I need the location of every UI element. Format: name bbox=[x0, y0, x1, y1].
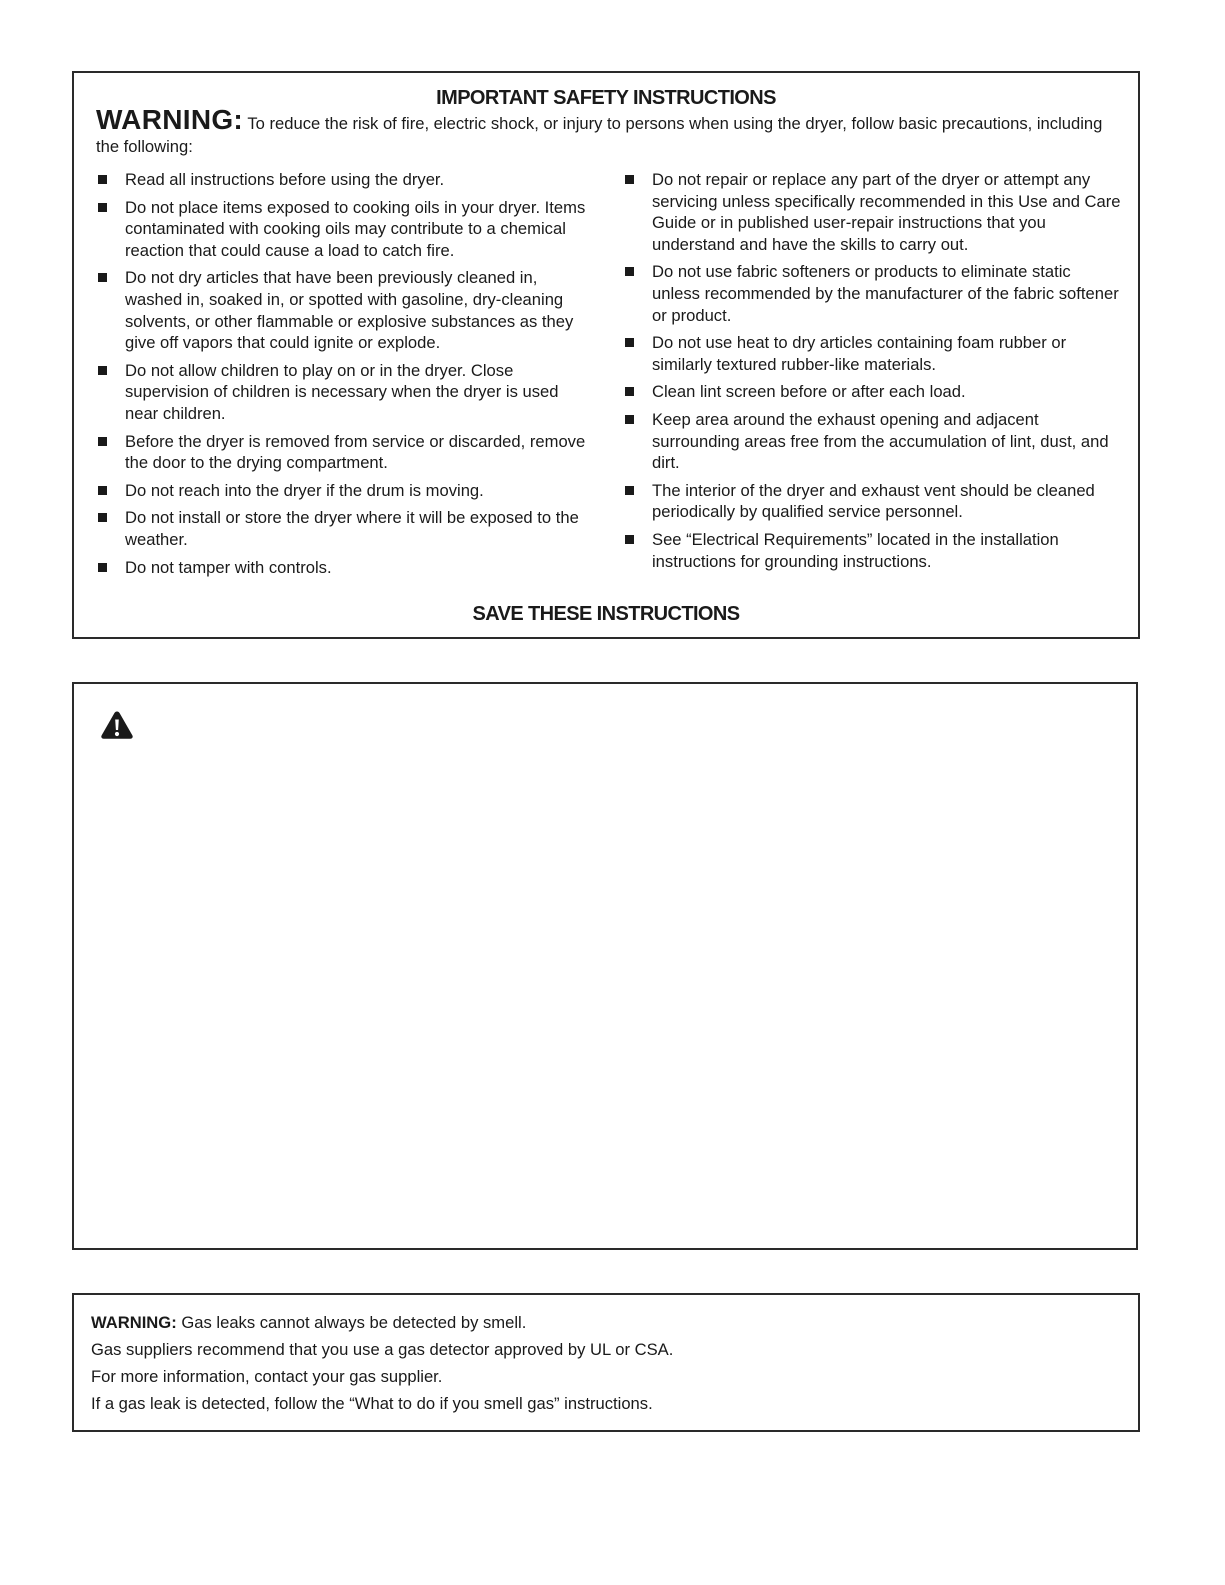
gas-warning-line: WARNING: Gas leaks cannot always be detected by smell. bbox=[91, 1313, 527, 1332]
gas-leak-line: If a gas leak is detected, follow the “What to do if you smell gas” instructions. bbox=[91, 1394, 653, 1413]
list-item: Do not dry articles that have been previously cleaned in, washed in, soaked in, or spotted with gasoline, dry-cleaning solvents, or other flammable or explosive substances as they give off vapors that could ignite or explode. bbox=[96, 267, 596, 353]
list-item: Do not place items exposed to cooking oils in your dryer. Items contaminated with cooking oils may contribute to a chemical reaction that could cause a load to catch fire. bbox=[96, 197, 596, 262]
warning-text: To reduce the risk of fire, electric shock, or injury to persons when using the dryer, follow basic precautions, including the following: bbox=[96, 114, 1103, 156]
list-item: Do not use heat to dry articles containing foam rubber or similarly textured rubber-like materials. bbox=[623, 332, 1123, 375]
list-item: Keep area around the exhaust opening and adjacent surrounding areas free from the accumulation of lint, dust, and dirt. bbox=[623, 409, 1123, 474]
square-bullet-icon bbox=[98, 513, 107, 522]
warning-intro bbox=[96, 104, 1126, 158]
gas-contact-line: For more information, contact your gas supplier. bbox=[91, 1367, 443, 1386]
list-item: Do not reach into the dryer if the drum is moving. bbox=[96, 480, 596, 502]
gas-detector-line: Gas suppliers recommend that you use a gas detector approved by UL or CSA. bbox=[91, 1340, 674, 1359]
list-item: Do not repair or replace any part of the dryer or attempt any servicing unless specifically recommended in this Use and Care Guide or in published user-repair instructions that you understand and have the skills to carry out. bbox=[623, 169, 1123, 255]
list-item: Before the dryer is removed from service or discarded, remove the door to the drying compartment. bbox=[96, 431, 596, 474]
safety-title: IMPORTANT SAFETY INSTRUCTIONS bbox=[436, 87, 776, 109]
gas-warning-label: WARNING: bbox=[91, 1313, 177, 1332]
list-item: Do not use fabric softeners or products to eliminate static unless recommended by the manufacturer of the fabric softener or product. bbox=[623, 261, 1123, 326]
square-bullet-icon bbox=[98, 437, 107, 446]
list-item: The interior of the dryer and exhaust vent should be cleaned periodically by qualified service personnel. bbox=[623, 480, 1123, 523]
safety-alert-box bbox=[72, 682, 1138, 1250]
square-bullet-icon bbox=[625, 338, 634, 347]
square-bullet-icon bbox=[625, 535, 634, 544]
square-bullet-icon bbox=[98, 273, 107, 282]
square-bullet-icon bbox=[625, 175, 634, 184]
save-instructions-title: SAVE THESE INSTRUCTIONS bbox=[472, 603, 740, 625]
square-bullet-icon bbox=[98, 175, 107, 184]
list-item: See “Electrical Requirements” located in the installation instructions for grounding instructions. bbox=[623, 529, 1123, 572]
right-instruction-list bbox=[623, 169, 1123, 578]
gas-warning-box bbox=[72, 1293, 1140, 1432]
square-bullet-icon bbox=[98, 486, 107, 495]
square-bullet-icon bbox=[625, 415, 634, 424]
list-item: Do not install or store the dryer where it will be exposed to the weather. bbox=[96, 507, 596, 550]
left-instruction-list bbox=[96, 169, 596, 584]
square-bullet-icon bbox=[98, 203, 107, 212]
list-item: Do not tamper with controls. bbox=[96, 557, 596, 579]
warning-triangle-icon bbox=[100, 710, 134, 740]
square-bullet-icon bbox=[625, 267, 634, 276]
square-bullet-icon bbox=[98, 563, 107, 572]
warning-label: WARNING: bbox=[96, 104, 244, 135]
list-item: Do not allow children to play on or in the dryer. Close supervision of children is necessary when the dryer is used near children. bbox=[96, 360, 596, 425]
list-item: Read all instructions before using the dryer. bbox=[96, 169, 596, 191]
square-bullet-icon bbox=[625, 387, 634, 396]
list-item: Clean lint screen before or after each load. bbox=[623, 381, 1123, 403]
square-bullet-icon bbox=[98, 366, 107, 375]
square-bullet-icon bbox=[625, 486, 634, 495]
safety-instructions-box bbox=[72, 71, 1140, 639]
